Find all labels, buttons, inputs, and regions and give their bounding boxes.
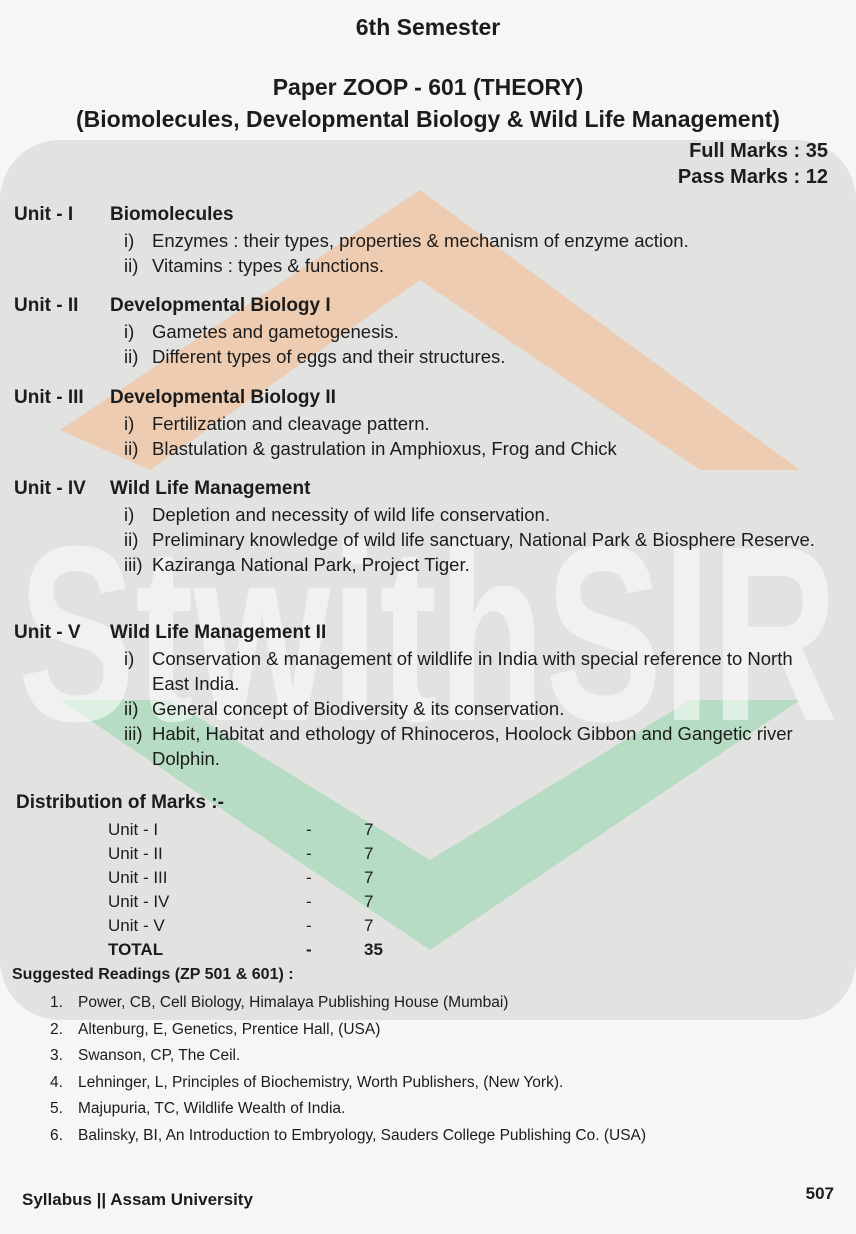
distribution-table — [108, 818, 428, 962]
unit-label: Unit - II — [14, 295, 79, 316]
unit-title: Wild Life Management II — [110, 622, 327, 643]
paper-title: Paper ZOOP - 601 (THEORY) — [272, 74, 584, 100]
list-item: i) Depletion and necessity of wild life conservation. — [124, 504, 550, 525]
unit-title: Wild Life Management — [110, 478, 311, 499]
pass-marks: Pass Marks : 12 — [677, 166, 828, 188]
unit-label: Unit - V — [14, 622, 81, 643]
list-item: ii) Preliminary knowledge of wild life sanctuary, National Park & Biosphere Reserve. — [124, 529, 815, 550]
unit-title: Developmental Biology II — [110, 387, 336, 408]
list-item: i) Fertilization and cleavage pattern. — [124, 413, 430, 434]
unit-2 — [14, 293, 834, 369]
unit-5 — [14, 620, 834, 771]
watermark-text: StwithSIR — [18, 494, 838, 773]
table-row: Unit - IV - 7 — [108, 892, 374, 911]
list-item: iii) Kaziranga National Park, Project Tiger. — [124, 554, 470, 575]
list-item: ii) Blastulation & gastrulation in Amphioxus, Frog and Chick — [124, 438, 617, 459]
list-item: 6. Balinsky, BI, An Introduction to Embryology, Sauders College Publishing Co. (USA) — [50, 1126, 647, 1144]
readings-title: Suggested Readings (ZP 501 & 601) : — [12, 966, 294, 983]
list-item: 1. Power, CB, Cell Biology, Himalaya Publishing House (Mumbai) — [50, 994, 509, 1011]
list-item: ii) General concept of Biodiversity & its conservation. — [124, 698, 565, 719]
unit-1 — [14, 202, 834, 278]
unit-3 — [14, 385, 834, 461]
paper-subtitle: (Biomolecules, Developmental Biology & Wild Life Management) — [76, 106, 780, 132]
list-item: 3. Swanson, CP, The Ceil. — [50, 1047, 241, 1064]
list-item: iii) Habit, Habitat and ethology of Rhinoceros, Hoolock Gibbon and Gangetic river Dolphin. — [124, 723, 793, 769]
unit-title: Developmental Biology I — [110, 295, 331, 316]
table-row: Unit - II - 7 — [108, 844, 374, 863]
list-item: i) Conservation & management of wildlife in India with special reference to North East India. — [124, 648, 793, 694]
list-item: ii) Different types of eggs and their structures. — [124, 346, 506, 367]
unit-4 — [14, 476, 834, 577]
table-row: Unit - V - 7 — [108, 916, 374, 935]
unit-label: Unit - IV — [14, 478, 86, 499]
table-row: Unit - III - 7 — [108, 868, 374, 887]
list-item: i) Enzymes : their types, properties & mechanism of enzyme action. — [124, 230, 689, 251]
suggested-readings — [12, 966, 832, 1149]
list-item: 4. Lehninger, L, Principles of Biochemistry, Worth Publishers, (New York). — [50, 1073, 564, 1091]
list-item: i) Gametes and gametogenesis. — [124, 321, 399, 342]
unit-label: Unit - I — [14, 204, 74, 225]
marks-distribution — [16, 792, 383, 959]
distribution-title: Distribution of Marks :- — [16, 792, 224, 813]
list-item: ii) Vitamins : types & functions. — [124, 255, 385, 276]
list-item: 2. Altenburg, E, Genetics, Prentice Hall, (USA) — [50, 1020, 381, 1038]
full-marks: Full Marks : 35 — [689, 140, 828, 162]
footer-source: Syllabus || Assam University — [22, 1190, 253, 1209]
table-row: Unit - I - 7 — [108, 820, 374, 839]
unit-label: Unit - III — [14, 387, 84, 408]
unit-title: Biomolecules — [110, 204, 234, 225]
list-item: 5. Majupuria, TC, Wildlife Wealth of India. — [50, 1100, 346, 1117]
semester-heading: 6th Semester — [355, 14, 501, 40]
total-row: TOTAL - 35 — [108, 940, 383, 959]
page-number: 507 — [805, 1184, 834, 1203]
